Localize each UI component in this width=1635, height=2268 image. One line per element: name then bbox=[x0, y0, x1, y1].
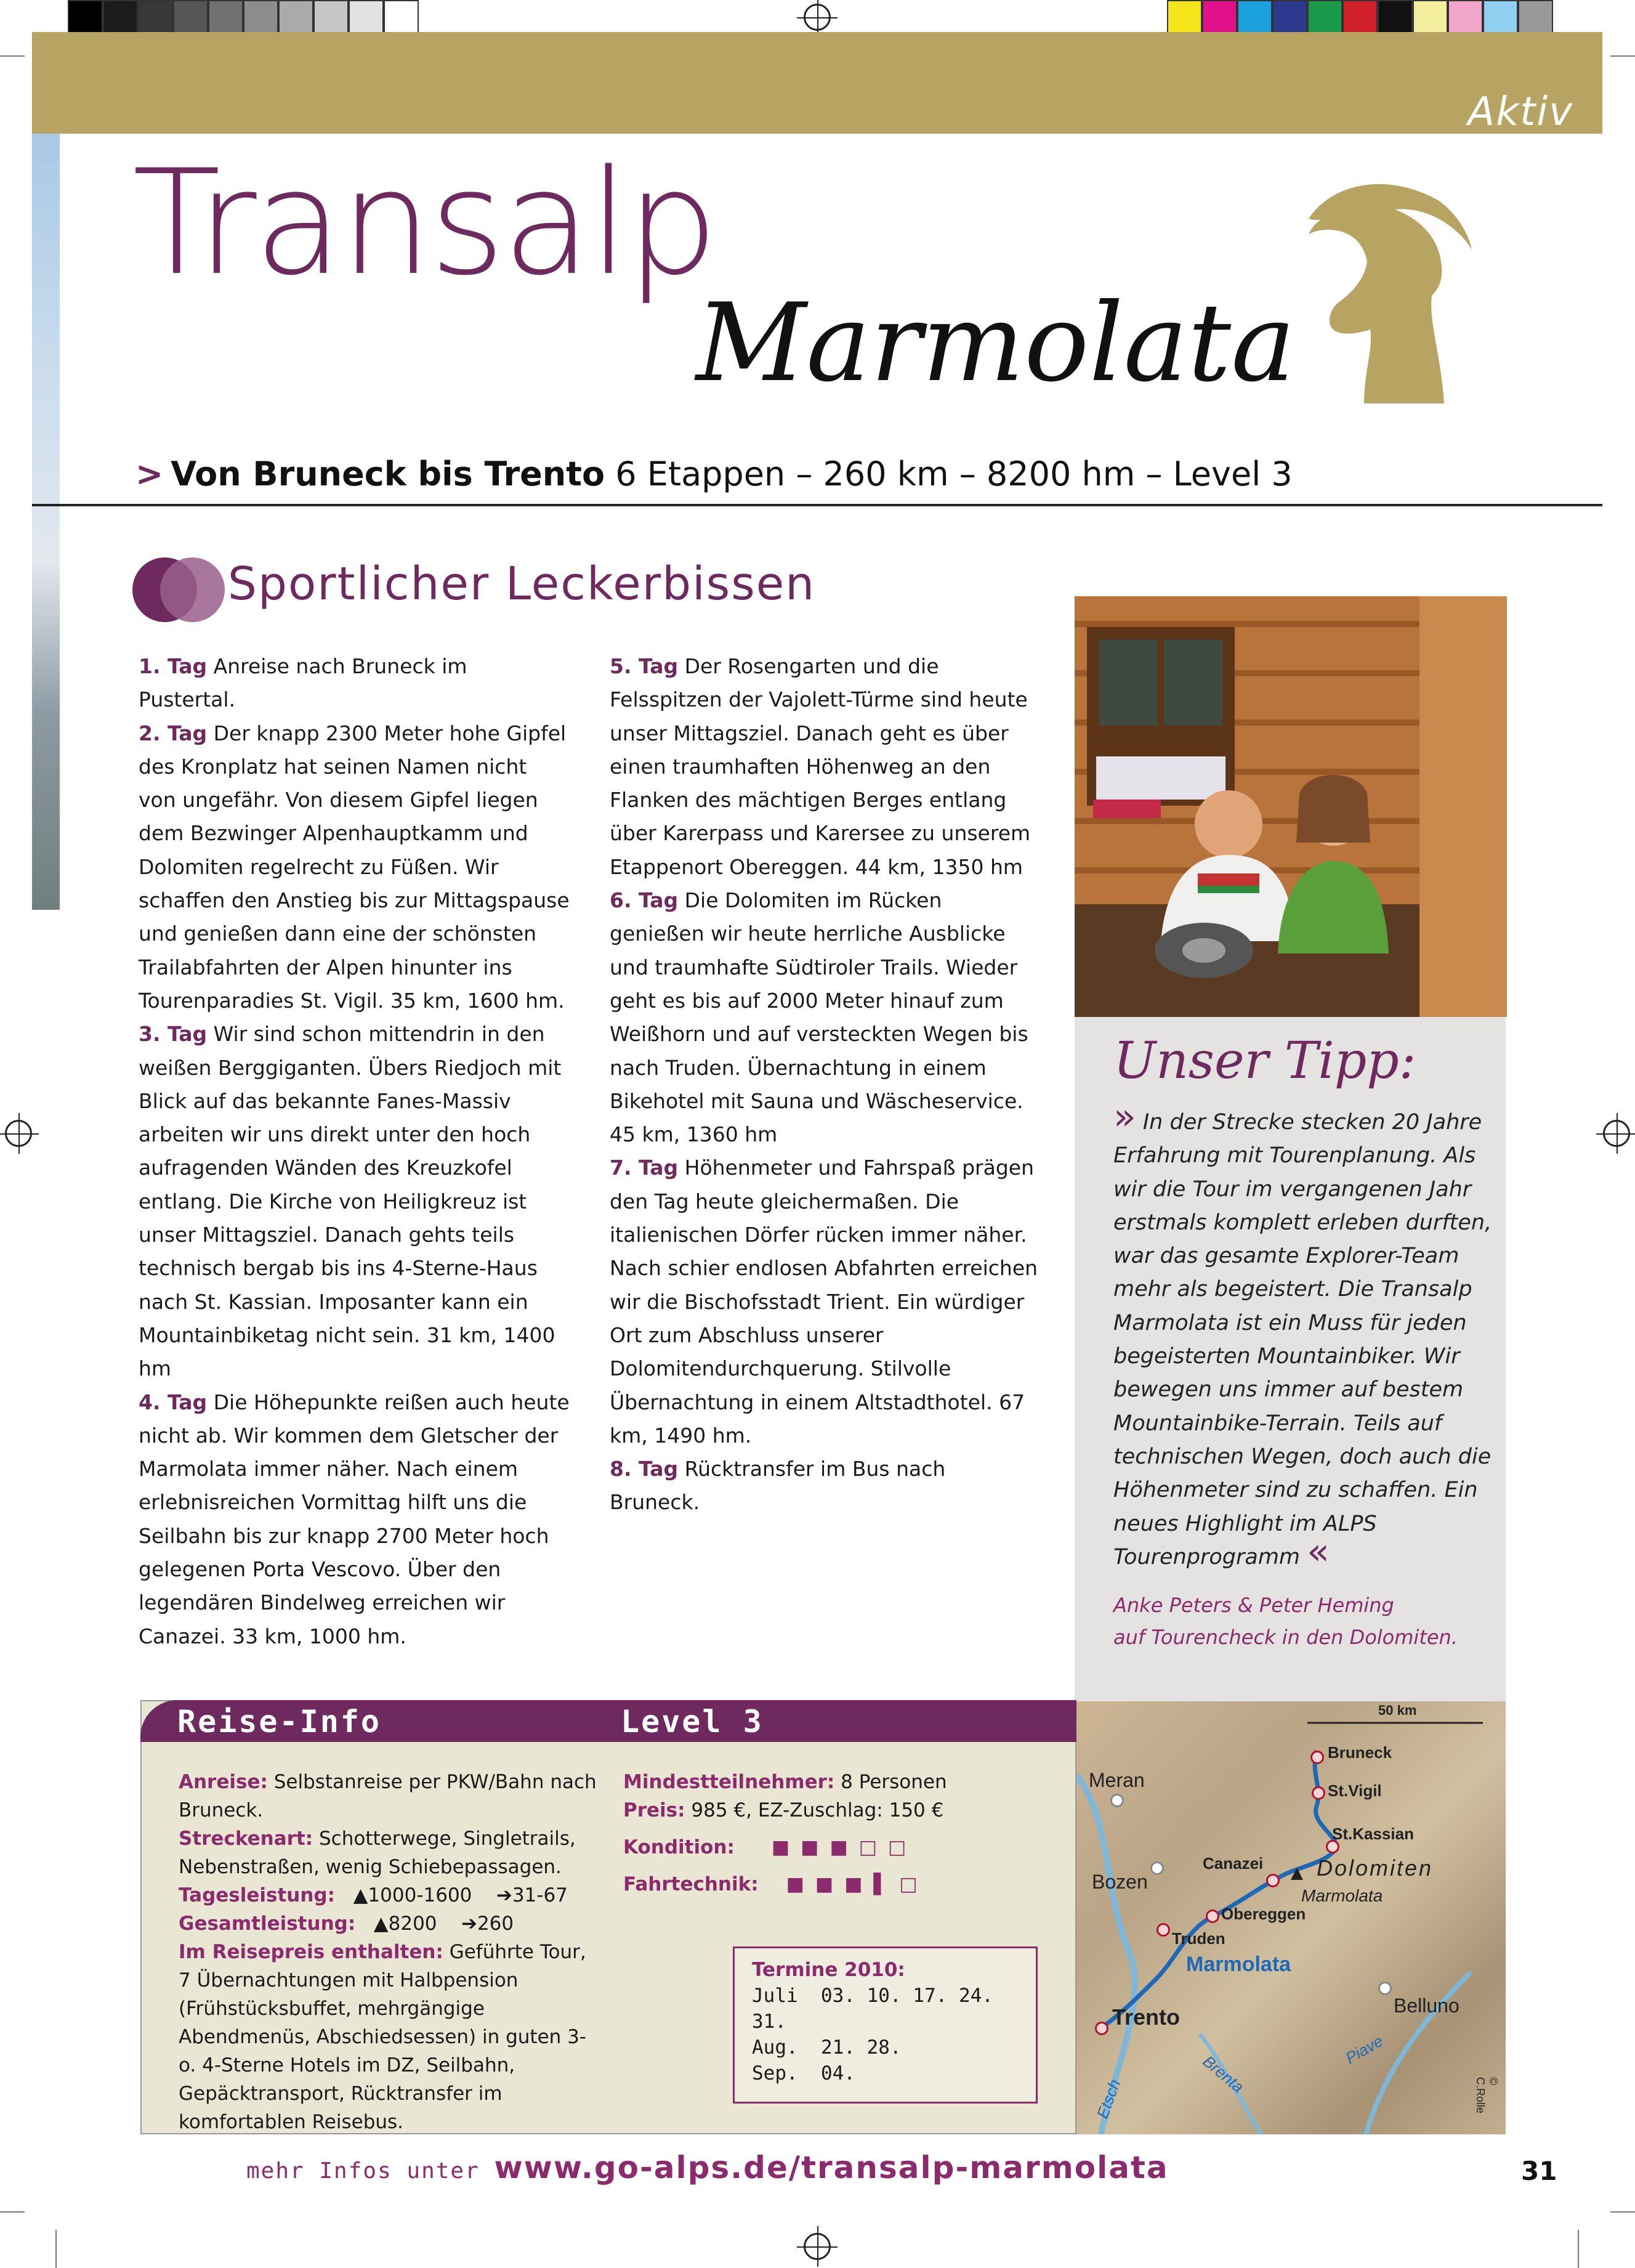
itinerary-day: 7. Tag Höhenmeter und Fahrspaß prägen den Tag heute gleichermaßen. Die italienischen Dörfer rücken immer näher. Nach schier endlosen Abfahrten erreichen wir die Bischofsstadt Trient. Ein würdiger Ort zum Abschluss unserer Dolomitendurchquerung. Stilvolle Übernachtung in einem Altstadthotel. 67 km, 1490 hm. bbox=[610, 1156, 1038, 1448]
registration-mark bbox=[804, 2233, 831, 2260]
itinerary-column-right bbox=[610, 650, 1041, 1520]
city-marker-icon bbox=[1110, 1794, 1124, 1807]
map-label: St.Kassian bbox=[1332, 1825, 1414, 1843]
city-marker-icon bbox=[1206, 1910, 1219, 1923]
trim-mark bbox=[1610, 55, 1635, 57]
route-name: Von Bruneck bis Trento bbox=[171, 455, 605, 493]
trim-mark bbox=[55, 2230, 57, 2268]
map-scale: 50 km bbox=[1378, 1703, 1417, 1718]
itinerary-day: 5. Tag Der Rosengarten und die Felsspitzen der Vajolett-Türme sind heute unser Mittagsziel. Danach geht es über einen traumhaften Höhenweg an den Flanken des mächtigen Berges entlang über Karerpass und Karersee zu unserem Etappenort Obereggen. 44 km, 1350 hm bbox=[610, 654, 1031, 879]
itinerary-day: 4. Tag Die Höhepunkte reißen auch heute nicht ab. Wir kommen dem Gletscher der Marmolata immer näher. Nach einem erlebnisreichen Vormittag hilft uns die Seilbahn bis zur knapp 2700 Meter hoch gelegenen Porta Vescovo. Über den legendären Bindelweg erreichen wir Canazei. 33 km, 1000 hm. bbox=[139, 1390, 570, 1648]
info-column-left: Anreise: Selbstanreise per PKW/Bahn nach Bruneck. Streckenart: Schotterwege, Singletrails, Nebenstraßen, wenig Schiebepassagen. Tagesleistung: ▲1000-1600 ➔31-67 Gesamtleistung: ▲8200 ➔260 Im Reisepreis enthalten: Geführte Tour, 7 Übernachtungen mit Halbpension (Frühstücksbuffet, mehrgängige Abendmenüs, Abschiedsessen) in guten 3- o. 4-Sterne Hotels im DZ, Seilbahn, Gepäcktransport, Rücktransfer im komfortablen Reisebus. bbox=[179, 1771, 597, 2133]
up-arrow-icon: ▲ bbox=[353, 1884, 368, 1906]
city-marker-icon bbox=[1095, 2022, 1108, 2035]
city-marker-icon bbox=[1378, 1982, 1392, 1995]
city-marker-icon bbox=[1266, 1874, 1280, 1887]
header-band bbox=[32, 32, 1602, 134]
itinerary-day: 8. Tag Rücktransfer im Bus nach Bruneck. bbox=[610, 1457, 946, 1515]
page-subtitle: Marmolata bbox=[696, 281, 1296, 406]
kondition-rating: ■■■□□ bbox=[771, 1836, 918, 1858]
map-label: Piave bbox=[1342, 2031, 1386, 2068]
ibex-logo bbox=[1296, 176, 1475, 403]
tip-heading: Unser Tipp: bbox=[1113, 1032, 1416, 1090]
info-header-right: Level 3 bbox=[621, 1704, 764, 1739]
section-circle-icon bbox=[160, 557, 225, 622]
itinerary-day: 3. Tag Wir sind schon mittendrin in den weißen Berggiganten. Übers Riedjoch mit Blick auf das bekannte Fanes-Massiv arbeiten wir uns direkt unter den hoch aufragenden Wänden des Kreuzkofel entlang. Die Kirche von Heiligkreuz ist unser Mittagsziel. Danach gehts teils technisch bergab bis ins 4-Sterne-Haus nach St. Kassian. Imposanter kann ein Mountainbiketag nicht sein. 31 km, 1400 hm bbox=[139, 1022, 562, 1381]
route-map bbox=[1076, 1701, 1506, 2134]
fahrtechnik-rating: ■■■▌□ bbox=[786, 1873, 929, 1895]
map-label: Canazei bbox=[1203, 1854, 1264, 1873]
grayscale-swatches bbox=[68, 0, 419, 37]
map-copyright: © C.Rolle bbox=[1474, 2077, 1500, 2114]
map-label: Truden bbox=[1172, 1929, 1225, 1948]
registration-mark bbox=[1603, 1120, 1630, 1147]
right-arrow-icon: ➔ bbox=[461, 1913, 477, 1935]
dates-box bbox=[733, 1946, 1038, 2104]
tip-credit: Anke Peters & Peter Heming auf Tourencheck in den Dolomiten. bbox=[1113, 1594, 1458, 1649]
info-column-right: Mindestteilnehmer: 8 Personen Preis: 985 €, EZ-Zuschlag: 150 € Kondition: ■■■□□ Fahrtechnik: ■■■▌□ bbox=[623, 1768, 1054, 1898]
map-label: Belluno bbox=[1394, 1995, 1459, 2017]
map-label: St.Vigil bbox=[1328, 1781, 1382, 1800]
section-heading: Sportlicher Leckerbissen bbox=[228, 557, 816, 610]
divider bbox=[32, 504, 1602, 506]
city-marker-icon bbox=[1312, 1786, 1325, 1800]
itinerary-day: 1. Tag Anreise nach Bruneck im Pustertal. bbox=[139, 654, 467, 712]
info-header-left: Reise-Info bbox=[177, 1704, 382, 1739]
tip-text: » In der Strecke stecken 20 Jahre Erfahrung mit Tourenplanung. Als wir die Tour im vergangenen Jahr erstmals komplett erleben durften, war das gesamte Explorer-Team mehr als begeistert. Die Transalp Marmolata ist ein Muss für jeden begeisterten Mountainbiker. Wir bewegen uns immer auf bestem Mountainbike-Terrain. Teils auf technischen Wegen, doch auch die Höhenmeter sind zu schaffen. Ein neues Highlight im ALPS Tourenprogramm « bbox=[1113, 1095, 1492, 1573]
city-marker-icon bbox=[1157, 1923, 1170, 1937]
itinerary-column-left bbox=[139, 650, 570, 1653]
map-label: Marmolata bbox=[1301, 1886, 1383, 1905]
map-label: Marmolata bbox=[1186, 1953, 1291, 1976]
dates-heading: Termine 2010: bbox=[752, 1959, 905, 1981]
footer-link[interactable]: mehr Infos unter www.go-alps.de/transalp-marmolata bbox=[246, 2150, 1169, 2185]
dates-row: Aug. 21. 28. bbox=[752, 2036, 902, 2059]
section-label: Aktiv bbox=[1467, 89, 1573, 135]
map-label: Bozen bbox=[1092, 1871, 1148, 1893]
map-label: Etsch bbox=[1092, 2076, 1124, 2121]
cyclists-photo bbox=[1075, 596, 1507, 1017]
dates-row: Juli 03. 10. 17. 24. 31. bbox=[752, 1985, 993, 2033]
open-quote-icon: » bbox=[1113, 1095, 1136, 1138]
route-details: 6 Etappen – 260 km – 8200 hm – Level 3 bbox=[615, 455, 1293, 493]
trim-mark bbox=[1578, 2230, 1579, 2268]
right-arrow-icon: ➔ bbox=[496, 1884, 512, 1906]
route-arrow: > bbox=[135, 455, 164, 493]
city-marker-icon bbox=[1310, 1751, 1324, 1764]
trim-mark bbox=[0, 55, 25, 57]
map-label: Obereggen bbox=[1221, 1905, 1306, 1923]
color-swatches bbox=[1167, 0, 1553, 37]
edge-photo-strip bbox=[32, 134, 60, 910]
page-number: 31 bbox=[1521, 2156, 1557, 2186]
map-label: Brenta bbox=[1199, 2052, 1248, 2097]
itinerary-day: 6. Tag Die Dolomiten im Rücken genießen wir heute herrliche Ausblicke und traumhafte Südtiroler Trails. Wieder geht es bis auf 2000 Meter hinauf zum Weißhorn und auf versteckten Wegen bis nach Truden. Übernachtung in einem Bikehotel mit Sauna und Wäscheservice. 45 km, 1360 hm bbox=[610, 888, 1028, 1147]
trim-mark bbox=[0, 2211, 25, 2213]
dates-row: Sep. 04. bbox=[752, 2062, 855, 2084]
trim-mark bbox=[1610, 2211, 1635, 2213]
map-label: Meran bbox=[1089, 1769, 1145, 1791]
page-title: Transalp bbox=[132, 139, 716, 307]
map-label: Trento bbox=[1112, 2004, 1181, 2030]
itinerary-day: 2. Tag Der knapp 2300 Meter hohe Gipfel des Kronplatz hat seinen Namen nicht von ungefähr. Von diesem Gipfel liegen dem Bezwinger Alpenhauptkamm und Dolomiten regelrecht zu Füßen. Wir schaffen den Anstieg bis zur Mittagspause und genießen dann eine der schönsten Trailabfahrten der Alpen hinunter ins Tourenparadies St. Vigil. 35 km, 1600 hm. bbox=[139, 721, 570, 1013]
city-marker-icon bbox=[1150, 1861, 1164, 1875]
route-summary bbox=[135, 455, 1293, 493]
registration-mark bbox=[5, 1120, 32, 1147]
registration-mark bbox=[804, 4, 831, 31]
map-label: Dolomiten bbox=[1317, 1855, 1434, 1881]
close-quote-icon: « bbox=[1307, 1529, 1330, 1573]
info-header bbox=[140, 1700, 1076, 1742]
up-arrow-icon: ▲ bbox=[373, 1913, 389, 1935]
map-label: Bruneck bbox=[1328, 1743, 1392, 1762]
